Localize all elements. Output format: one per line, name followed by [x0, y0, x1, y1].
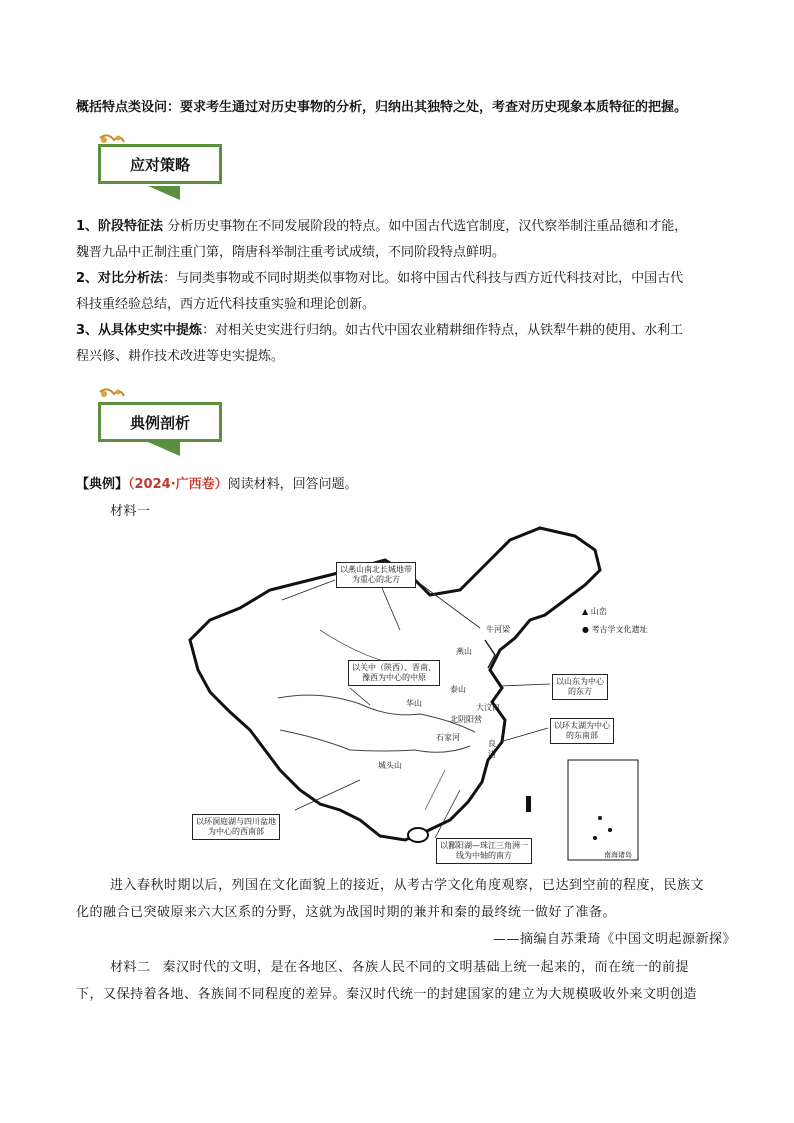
example-source: （2024·广西卷） — [128, 477, 228, 492]
strategy-text: ：对相关史实进行归纳。如古代中国农业精耕细作特点，从铁犁牛耕的使用、水利工 — [202, 323, 684, 338]
intro-text: ：要求考生通过对历史事物的分析，归纳出其独特之处，考查对历史现象本质特征的把握。 — [167, 100, 688, 115]
strategy-num: 1、 — [76, 219, 99, 234]
site-dot-icon: ● — [582, 625, 592, 634]
strategy-num: 3、 — [76, 323, 99, 338]
strategy-text: 程兴修、耕作技术改进等史实提炼。 — [76, 349, 285, 364]
place-liangzhu: 良渚 — [488, 739, 496, 759]
strategy-name: 阶段特征法 — [98, 219, 164, 234]
intro-line — [76, 96, 736, 115]
strategy-item — [76, 318, 736, 370]
place-chengtoushan: 城头山 — [378, 761, 402, 770]
example-header — [76, 472, 358, 498]
strategy-item — [76, 214, 736, 266]
example-prompt: 阅读材料，回答问题。 — [227, 477, 358, 492]
strategy-item — [76, 266, 736, 318]
region-label-south: 以鄱阳湖—珠江三角洲一 线为中轴的南方 — [436, 838, 532, 864]
place-shijiahe: 石家河 — [436, 733, 460, 742]
region-label-central: 以关中（陕西）、晋南、 豫西为中心的中原 — [348, 660, 440, 686]
region-label-east: 以山东为中心 的东方 — [552, 674, 608, 700]
strategy-text: 分析历史事物在不同发展阶段的特点。如中国古代选官制度，汉代察举制注重品德和才能， — [163, 219, 688, 234]
place-yanshan: 燕山 — [456, 647, 472, 656]
strategy-text: ：与同类事物或不同时期类似事物对比。如将中国古代科技与西方近代科技对比，中国古代 — [163, 271, 684, 286]
legend-mountain: ▲ 山峦 — [582, 607, 607, 616]
region-label-north: 以燕山南北长城地带 为重心的北方 — [336, 562, 416, 588]
region-label-southwest: 以环洞庭湖与四川盆地 为中心的西南部 — [192, 814, 280, 840]
china-map — [170, 520, 660, 870]
mountain-icon: ▲ — [582, 607, 591, 616]
example-tag: 【典例】 — [76, 477, 129, 492]
place-dawenkou: 大汶口 — [476, 703, 500, 712]
material1-label: 材料一 — [110, 504, 151, 519]
strategy-text: 魏晋九品中正制注重门第，隋唐科举制注重考试成绩，不同阶段特点鲜明。 — [76, 245, 506, 260]
legend-site: ● 考古学文化遗址 — [582, 625, 648, 634]
material1-line: 进入春秋时期以后，列国在文化面貌上的接近，从考古学文化角度观察，已达到空前的程度，民族文 — [110, 878, 705, 893]
strategy-name: 从具体史实中提炼 — [98, 323, 203, 338]
place-south-sea: 南海诸岛 — [604, 851, 632, 859]
strategy-num: 2、 — [76, 271, 99, 286]
place-taishan: 泰山 — [450, 685, 466, 694]
strategy-name: 对比分析法 — [98, 271, 164, 286]
place-beiyinyang: 北阴阳营 — [450, 715, 482, 724]
material2-label: 材料二 — [110, 960, 151, 975]
material2-text — [76, 954, 736, 1008]
section-title-strategies: 应对策略 — [98, 144, 222, 184]
material2-line: 下，又保持着各地、各族间不同程度的差异。秦汉时代统一的封建国家的建立为大规模吸收外来文明创造 — [76, 987, 698, 1002]
material2-line: 秦汉时代的文明，是在各地区、各族人民不同的文明基础上统一起来的，而在统一的前提 — [162, 960, 690, 975]
section-banner-example — [88, 384, 228, 464]
material1-line: 化的融合已突破原来六大区系的分野，这就为战国时期的兼并和秦的最终统一做好了准备。 — [76, 905, 617, 920]
material1-source: ——摘编自苏秉琦《中国文明起源新探》 — [492, 932, 736, 947]
strategy-list — [76, 214, 736, 370]
place-niuheliang: 牛河梁 — [486, 625, 510, 634]
intro-label: 概括特点类设问 — [76, 100, 168, 115]
strategy-text: 科技重经验总结，西方近代科技重实验和理论创新。 — [76, 297, 376, 312]
place-huashan: 华山 — [406, 699, 422, 708]
section-banner-strategies — [88, 130, 228, 210]
section-title-example: 典例剖析 — [98, 402, 222, 442]
region-label-southeast: 以环太湖为中心 的东南部 — [550, 718, 614, 744]
material1-text — [76, 872, 736, 953]
